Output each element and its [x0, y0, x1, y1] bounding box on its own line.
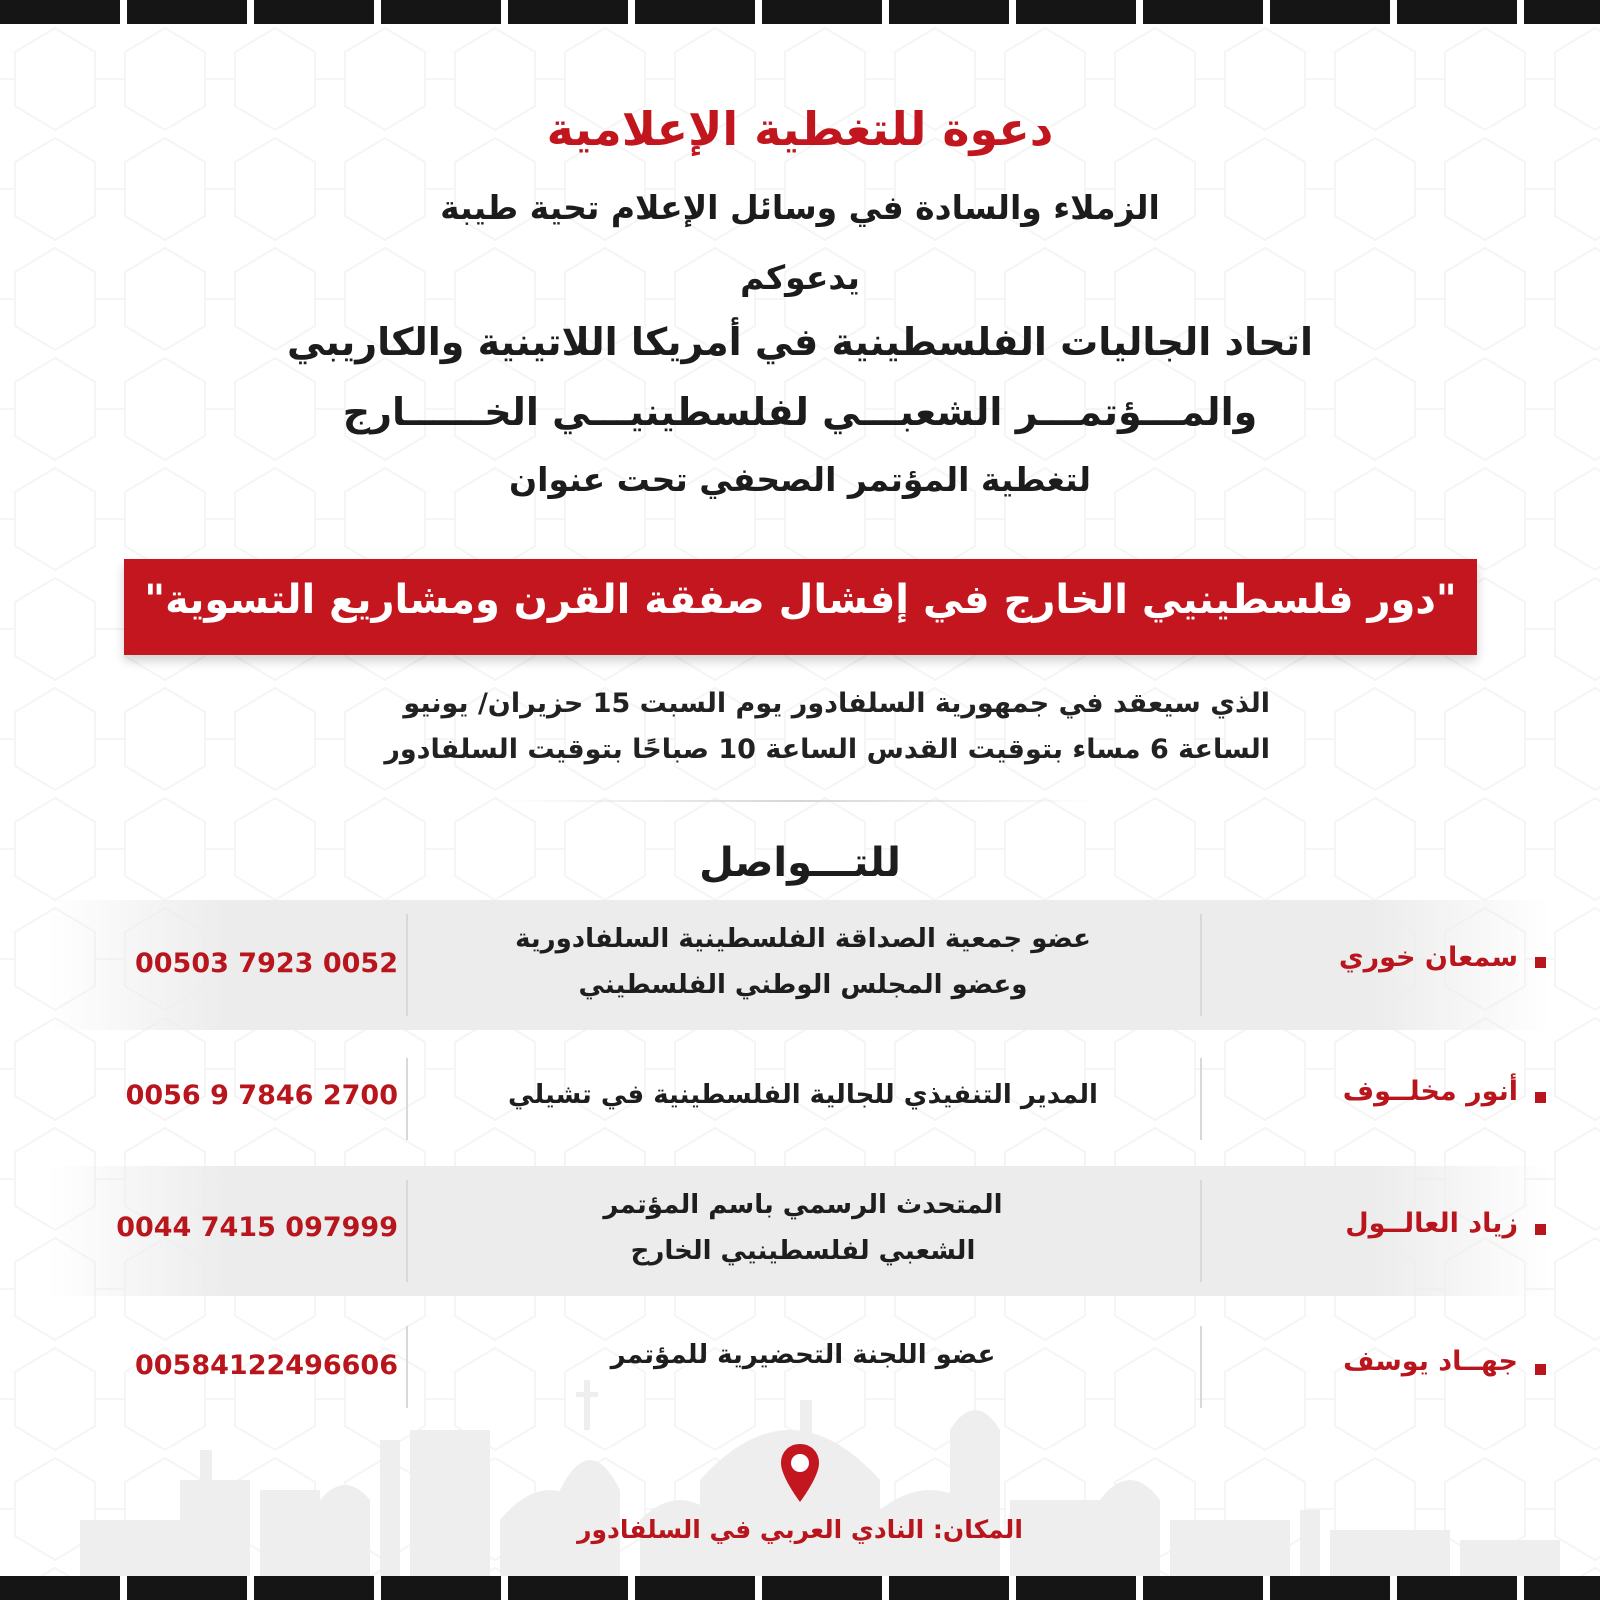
- contact-phone: 00503 7923 0052: [134, 948, 398, 979]
- organizer-line-1: اتحاد الجاليات الفلسطينية في أمريكا اللاتينية والكاريبي: [287, 320, 1313, 364]
- bottom-border: [0, 1576, 1600, 1600]
- contact-name: أنور مخلــوف: [1342, 1076, 1518, 1107]
- contact-row: [48, 1166, 1552, 1296]
- column-divider: [406, 1058, 408, 1140]
- top-border: [0, 0, 1600, 24]
- bullet-icon: [1535, 1224, 1546, 1235]
- contact-row: [48, 900, 1552, 1030]
- date-line: الذي سيعقد في جمهورية السلفادور يوم السبت 15 حزيران/ يونيو: [403, 688, 1270, 719]
- column-divider: [1200, 1058, 1202, 1140]
- contact-role-line: عضو جمعية الصداقة الفلسطينية السلفادورية: [515, 924, 1091, 954]
- contact-name: زياد العالــول: [1345, 1208, 1518, 1239]
- invitation-title: دعوة للتغطية الإعلامية: [546, 102, 1054, 156]
- contact-role-line: المتحدث الرسمي باسم المؤتمر: [603, 1190, 1003, 1220]
- contact-role-line: عضو اللجنة التحضيرية للمؤتمر: [610, 1340, 996, 1370]
- greeting-text: الزملاء والسادة في وسائل الإعلام تحية طيبة: [440, 188, 1160, 227]
- divider: [500, 800, 1100, 802]
- invites-text: يدعوكم: [740, 258, 860, 297]
- location-pin-icon: [778, 1442, 822, 1506]
- contact-phone: 0056 9 7846 2700: [125, 1080, 398, 1111]
- contact-heading: للتـــواصل: [699, 840, 901, 886]
- contact-name: جهــاد يوسف: [1343, 1346, 1518, 1377]
- contact-role-line: وعضو المجلس الوطني الفلسطيني: [578, 970, 1028, 1000]
- venue-text: المكان: النادي العربي في السلفادور: [577, 1515, 1023, 1544]
- column-divider: [1200, 1180, 1202, 1282]
- time-line: الساعة 6 مساء بتوقيت القدس الساعة 10 صباحًا بتوقيت السلفادور: [384, 734, 1270, 765]
- contact-phone: 00584122496606: [134, 1350, 398, 1381]
- column-divider: [406, 1180, 408, 1282]
- contact-role-line: الشعبي لفلسطينيي الخارج: [630, 1236, 976, 1266]
- contact-phone: 0044 7415 097999: [116, 1212, 398, 1243]
- contact-name: سمعان خوري: [1338, 942, 1518, 973]
- column-divider: [1200, 914, 1202, 1016]
- conference-title: "دور فلسطينيي الخارج في إفشال صفقة القرن ومشاريع التسوية": [144, 577, 1457, 623]
- column-divider: [406, 914, 408, 1016]
- contact-row: [48, 1054, 1552, 1144]
- bullet-icon: [1535, 957, 1546, 968]
- conference-title-banner: [124, 559, 1477, 655]
- bullet-icon: [1535, 1092, 1546, 1103]
- coverage-text: لتغطية المؤتمر الصحفي تحت عنوان: [508, 460, 1092, 499]
- organizer-line-2: والمـــؤتمـــر الشعبـــي لفلسطينيـــي الخــــــارج: [342, 390, 1258, 434]
- contact-role-line: المدير التنفيذي للجالية الفلسطينية في تشيلي: [508, 1080, 1098, 1110]
